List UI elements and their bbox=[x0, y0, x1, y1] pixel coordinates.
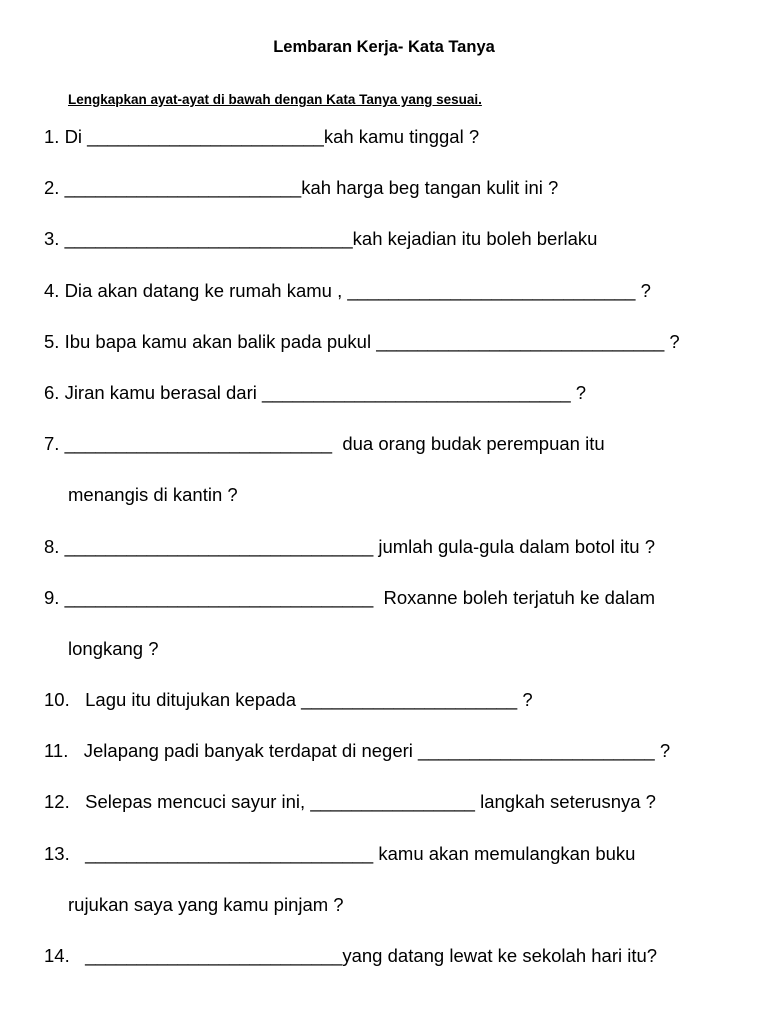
question-7-continuation: menangis di kantin ? bbox=[68, 484, 238, 505]
question-4: 4. Dia akan datang ke rumah kamu , ____________________________ ? bbox=[44, 280, 651, 301]
question-8: 8. ______________________________ jumlah gula-gula dalam botol itu ? bbox=[44, 536, 656, 557]
question-12: 12. Selepas mencuci sayur ini, ________________ langkah seterusnya ? bbox=[44, 791, 656, 812]
question-3: 3. ____________________________kah kejadian itu boleh berlaku bbox=[44, 228, 598, 249]
question-13-continuation: rujukan saya yang kamu pinjam ? bbox=[68, 894, 344, 915]
question-14: 14. _________________________yang datang lewat ke sekolah hari itu? bbox=[44, 945, 658, 966]
question-2: 2. _______________________kah harga beg tangan kulit ini ? bbox=[44, 177, 559, 198]
question-1: 1. Di _______________________kah kamu tinggal ? bbox=[44, 126, 480, 147]
question-6: 6. Jiran kamu berasal dari ______________________________ ? bbox=[44, 382, 587, 403]
worksheet-instruction: Lengkapkan ayat-ayat di bawah dengan Kata Tanya yang sesuai. bbox=[68, 92, 482, 107]
question-13: 13. ____________________________ kamu akan memulangkan buku bbox=[44, 843, 636, 864]
question-10: 10. Lagu itu ditujukan kepada _____________________ ? bbox=[44, 689, 533, 710]
question-7: 7. __________________________ dua orang budak perempuan itu bbox=[44, 433, 605, 454]
question-5: 5. Ibu bapa kamu akan balik pada pukul ____________________________ ? bbox=[44, 331, 680, 352]
worksheet-title: Lembaran Kerja- Kata Tanya bbox=[273, 38, 495, 56]
question-9: 9. ______________________________ Roxanne boleh terjatuh ke dalam bbox=[44, 587, 656, 608]
question-11: 11. Jelapang padi banyak terdapat di negeri _______________________ ? bbox=[44, 740, 671, 761]
question-9-continuation: longkang ? bbox=[68, 638, 159, 659]
